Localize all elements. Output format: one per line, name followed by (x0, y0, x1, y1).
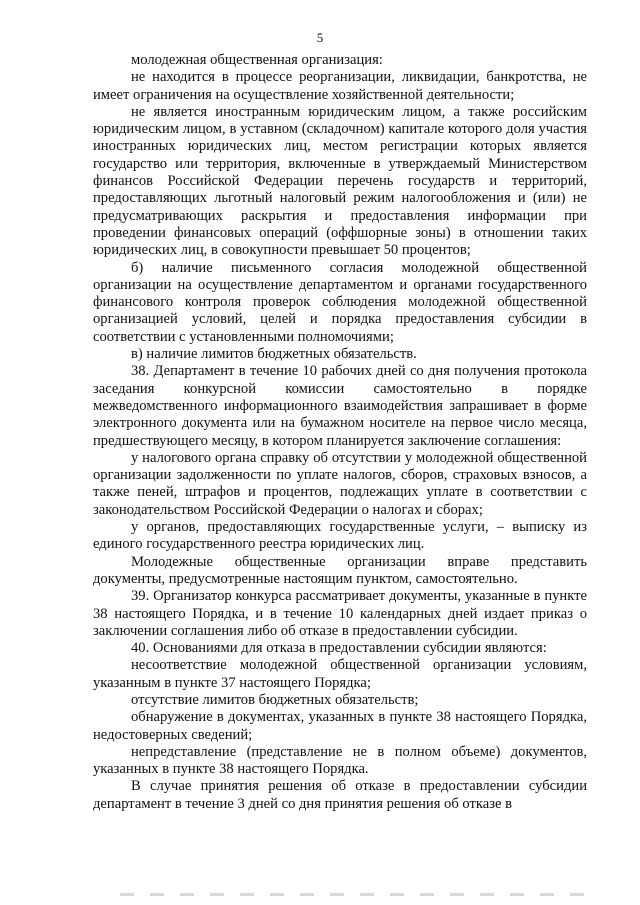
paragraph: не находится в процессе реорганизации, ликвидации, банкротства, не имеет ограничения на осуществление хозяйственной деятельности; (93, 69, 587, 103)
paragraph: отсутствие лимитов бюджетных обязательств; (131, 691, 419, 708)
paragraph: обнаружение в документах, указанных в пункте 38 настоящего Порядка, недостоверных сведений; (93, 709, 587, 743)
paragraph: Молодежные общественные организации вправе представить документы, предусмотренные настоящим пунктом, самостоятельно. (93, 553, 587, 587)
paragraph: В случае принятия решения об отказе в предоставлении субсидии департамент в течение 3 дней со дня принятия решения об отказе в (93, 778, 587, 812)
paragraph: в) наличие лимитов бюджетных обязательств. (131, 346, 417, 363)
paragraph: молодежная общественная организация: (131, 52, 383, 68)
paragraph: 38. Департамент в течение 10 рабочих дней со дня получения протокола заседания конкурсной комиссии самостоятельно в порядке межведомственного информационного взаимодействия запрашивает в форме электронного документа или на бумажном носителе на первое число месяца, предшествующего месяцу, в котором планируется заключение соглашения: (93, 363, 587, 449)
paragraph: не является иностранным юридическим лицом, а также российским юридическим лицом, в уставном (складочном) капитале которого доля участия иностранных юридических лиц, местом регистрации которых является государство или территория, включенные в утверждаемый Министерством финансов Российской Федерации перечень государств и территорий, предоставляющих льготный налоговый режим налогообложения и (или) не предусматривающих раскрытия и предоставления информации при проведении финансовых операций (оффшорные зоны) в отношении таких юридических лиц, в совокупности превышает 50 процентов; (93, 103, 587, 259)
paragraph: несоответствие молодежной общественной организации условиям, указанным в пункте 37 настоящего Порядка; (93, 657, 587, 691)
scan-artifact (120, 893, 590, 896)
document-body (93, 52, 587, 813)
paragraph: непредставление (представление не в полном объеме) документов, указанных в пункте 38 настоящего Порядка. (93, 743, 587, 778)
paragraph: у налогового органа справку об отсутствии у молодежной общественной организации задолженности по уплате налогов, сборов, страховых взносов, а также пеней, штрафов и процентов, подлежащих уплате в соответствии с законодательством Российской Федерации о налогах и сборах; (93, 449, 587, 518)
paragraph: у органов, предоставляющих государственные услуги, – выписку из единого государственного реестра юридических лиц. (93, 519, 587, 553)
paragraph: б) наличие письменного согласия молодежной общественной организации на осуществление департаментом и органами государственного финансового контроля проверок соблюдения молодежной общественной организацией условий, целей и порядка предоставления субсидии в соответствии с установленными полномочиями; (93, 259, 587, 345)
paragraph: 39. Организатор конкурса рассматривает документы, указанные в пункте 38 настоящего Порядка, и в течение 10 календарных дней издает приказ о заключении соглашения либо об отказе в предоставлении субсидии. (93, 588, 587, 639)
page-number: 5 (316, 30, 324, 45)
paragraph: 40. Основаниями для отказа в предоставлении субсидии являются: (131, 640, 547, 657)
